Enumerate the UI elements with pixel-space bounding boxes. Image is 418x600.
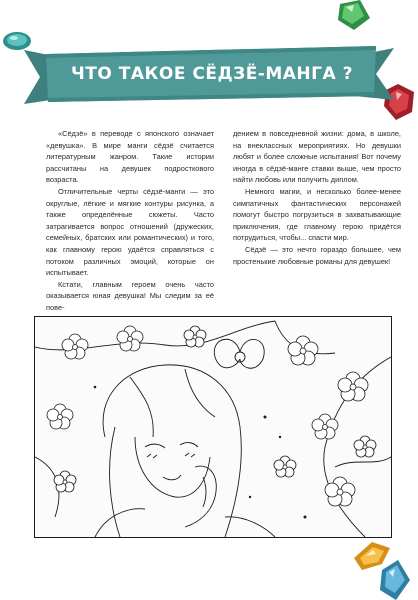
paragraph: Немного магии, и несколько более-менее симпатичных фантастических персонажей помогут быстро погрузиться в захватывающие приключения, где главному герою придётся потрудиться, чтобы... спасти мир.: [233, 186, 401, 243]
paragraph: дением в повседневной жизни: дома, в школе, на внеклассных мероприятиях. Но девушки любят и более сложные испытания! Вот почему иногда в сёдзё-манге ставки выше, чем просто найти любовь или получить диплом.: [233, 129, 401, 185]
manga-illustration: [34, 316, 392, 538]
manga-girl-with-blossoms: [35, 317, 391, 537]
paragraph: «Сёдзё» в переводе с японского означает «девушка». В мире манги сёдзё считается литературным жанром. Такие истории рассчитаны на девушек подросткового возраста.: [46, 129, 214, 185]
text-column-left: [46, 128, 214, 314]
paragraph: Сёдзё — это нечто гораздо большее, чем простенькие любовные романы для девушек!: [233, 244, 401, 266]
text-column-right: [233, 128, 401, 267]
blue-gem-icon: [376, 560, 410, 600]
paragraph: Отличительные черты сёдзё-манги — это округлые, лёгкие и мягкие контуры рисунка, а также определённые сюжеты. Часто затрагивается вопрос отношений (дружеских, семейных, братских или романтических) и того, как главному герою удаётся справляться с потоком различных эмоций, которые он испытывает.: [46, 186, 214, 278]
green-gem-icon: [336, 0, 372, 32]
title-banner: [24, 40, 394, 108]
page-title: ЧТО ТАКОЕ СЁДЗЁ-МАНГА ?: [71, 64, 353, 84]
paragraph: Кстати, главным героем очень часто оказывается юная девушка! Мы следим за её пове-: [46, 279, 214, 312]
